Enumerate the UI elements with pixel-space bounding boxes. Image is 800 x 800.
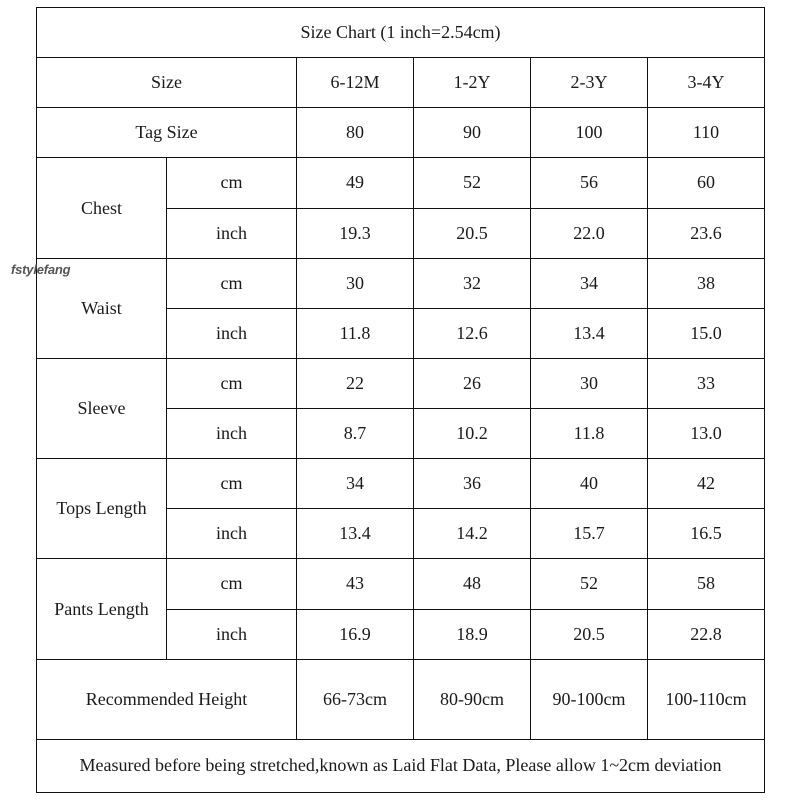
measurement-value: 19.3	[297, 208, 414, 258]
measurement-value: 30	[297, 258, 414, 308]
tag-size-label: Tag Size	[37, 108, 297, 158]
measurement-value: 36	[414, 459, 531, 509]
measurement-value: 56	[531, 158, 648, 208]
measurement-value: 23.6	[648, 208, 765, 258]
note-row	[37, 739, 765, 792]
measurement-value: 20.5	[531, 609, 648, 659]
measurement-value: 52	[414, 158, 531, 208]
measurement-value: 14.2	[414, 509, 531, 559]
unit-label: cm	[167, 358, 297, 408]
measurement-row	[37, 459, 765, 509]
measurement-value: 26	[414, 358, 531, 408]
measurement-value: 11.8	[297, 308, 414, 358]
height-value: 100-110cm	[648, 659, 765, 739]
measurement-value: 16.9	[297, 609, 414, 659]
measurement-value: 12.6	[414, 308, 531, 358]
recommended-height-label: Recommended Height	[37, 659, 297, 739]
measurement-value: 40	[531, 459, 648, 509]
measurement-value: 43	[297, 559, 414, 609]
unit-label: cm	[167, 459, 297, 509]
height-value: 66-73cm	[297, 659, 414, 739]
size-chart-table	[36, 7, 765, 793]
measurement-value: 49	[297, 158, 414, 208]
title-row	[37, 8, 765, 58]
measurement-value: 30	[531, 358, 648, 408]
unit-label: inch	[167, 409, 297, 459]
watermark-logo: fstylefang	[11, 262, 71, 277]
unit-label: inch	[167, 308, 297, 358]
measurement-row	[37, 559, 765, 609]
measurement-name: Pants Length	[37, 559, 167, 659]
measurement-value: 58	[648, 559, 765, 609]
chart-title: Size Chart (1 inch=2.54cm)	[37, 8, 765, 58]
measurement-value: 22.0	[531, 208, 648, 258]
measurement-value: 18.9	[414, 609, 531, 659]
measurement-value: 13.4	[531, 308, 648, 358]
measurement-row	[37, 358, 765, 408]
measurement-value: 33	[648, 358, 765, 408]
measurement-row	[37, 158, 765, 208]
measurement-value: 10.2	[414, 409, 531, 459]
tag-size-value: 100	[531, 108, 648, 158]
measurement-note: Measured before being stretched,known as Laid Flat Data, Please allow 1~2cm deviation	[37, 739, 765, 792]
measurement-value: 32	[414, 258, 531, 308]
tag-size-value: 110	[648, 108, 765, 158]
measurement-value: 34	[297, 459, 414, 509]
size-col-6-12m: 6-12M	[297, 58, 414, 108]
measurement-value: 22	[297, 358, 414, 408]
measurement-value: 16.5	[648, 509, 765, 559]
measurement-value: 52	[531, 559, 648, 609]
unit-label: cm	[167, 158, 297, 208]
measurement-row	[37, 258, 765, 308]
height-value: 80-90cm	[414, 659, 531, 739]
measurement-value: 48	[414, 559, 531, 609]
measurement-name: Chest	[37, 158, 167, 258]
tag-size-value: 80	[297, 108, 414, 158]
measurement-name: Sleeve	[37, 358, 167, 458]
recommended-height-row	[37, 659, 765, 739]
measurement-value: 38	[648, 258, 765, 308]
measurement-value: 8.7	[297, 409, 414, 459]
measurement-value: 15.7	[531, 509, 648, 559]
measurement-value: 13.4	[297, 509, 414, 559]
measurement-value: 34	[531, 258, 648, 308]
measurement-value: 22.8	[648, 609, 765, 659]
measurement-value: 60	[648, 158, 765, 208]
size-label: Size	[37, 58, 297, 108]
measurement-value: 42	[648, 459, 765, 509]
unit-label: inch	[167, 609, 297, 659]
unit-label: inch	[167, 208, 297, 258]
unit-label: cm	[167, 258, 297, 308]
size-col-1-2y: 1-2Y	[414, 58, 531, 108]
measurement-value: 20.5	[414, 208, 531, 258]
measurement-name: Waist	[37, 258, 167, 358]
size-col-3-4y: 3-4Y	[648, 58, 765, 108]
tag-size-value: 90	[414, 108, 531, 158]
measurement-value: 11.8	[531, 409, 648, 459]
size-header-row	[37, 58, 765, 108]
measurement-value: 13.0	[648, 409, 765, 459]
unit-label: inch	[167, 509, 297, 559]
tag-size-row	[37, 108, 765, 158]
size-col-2-3y: 2-3Y	[531, 58, 648, 108]
unit-label: cm	[167, 559, 297, 609]
measurement-name: Tops Length	[37, 459, 167, 559]
height-value: 90-100cm	[531, 659, 648, 739]
measurement-value: 15.0	[648, 308, 765, 358]
